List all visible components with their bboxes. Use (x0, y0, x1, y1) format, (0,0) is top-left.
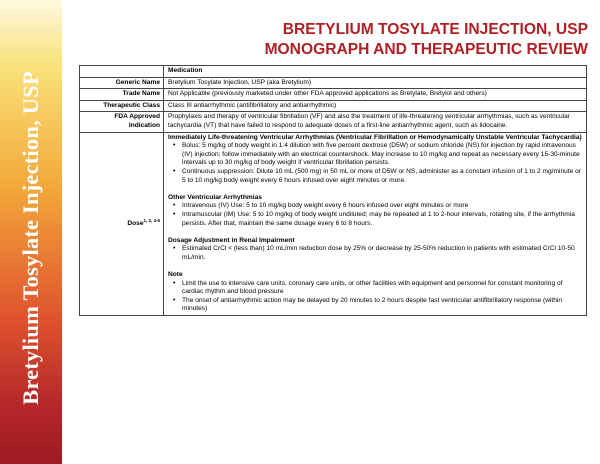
section-title: Other Ventricular Arrhythmias (168, 193, 262, 201)
list-item: • Intravenous (IV) Use: 5 to 10 mg/kg body weight every 6 hours infused over eight minutes or more (182, 202, 583, 211)
table-row (80, 89, 587, 101)
bullet-list (168, 202, 583, 228)
row-label: Therapeutic Class (80, 100, 164, 112)
monograph-table (79, 65, 587, 316)
bullet-list (168, 142, 583, 185)
table-header-row (80, 66, 587, 78)
dose-label (80, 132, 164, 315)
dose-content (164, 132, 587, 315)
dose-label-references: 1, 2, 4-6 (143, 217, 160, 223)
row-label: Trade Name (80, 89, 164, 101)
list-item: • Limit the use to intensive care units, coronary care units, or other facilities with equipment and personnel for constant monitoring of cardiac rhythm and blood pressure (182, 280, 583, 297)
table-row (80, 100, 587, 112)
heading-line-1: BRETYLIUM TOSYLATE INJECTION, USP (282, 21, 588, 38)
table-row (80, 112, 587, 132)
document-heading (265, 20, 588, 60)
row-value: Not Applicable (previously marketed under other FDA approved applications as Bretylate, Bretylol and others) (164, 89, 587, 101)
table-row (80, 77, 587, 89)
row-label-line-2: Indication (128, 121, 160, 129)
list-item: • Bolus: 5 mg/kg of body weight in 1:4 dilution with five percent dextrose (D5W) or sodium chloride (NS) for injection by rapid intravenous (IV) injection; follow immediately with an electrical countershock. May increase to 10 mg/kg and repeat as necessary every 15-30-minute intervals up to 30 mg/kg of body weight if ventricular fibrillation persists. (182, 142, 583, 168)
dose-label-text: Dose (127, 219, 144, 227)
dose-row (80, 132, 587, 315)
row-label-line-1: FDA Approved (114, 113, 160, 121)
bullet-list (168, 245, 583, 262)
list-item: • Estimated CrCl < (less than) 10 mL/min reduction dose by 25% or decrease by 25-50% reduction in patients with estimated CrCl 10-50 mL/min. (182, 245, 583, 262)
row-label: Generic Name (80, 77, 164, 89)
section-title: Note (168, 271, 183, 279)
row-value: Bretylium Tosylate Injection, USP (aka Bretylium) (164, 77, 587, 89)
row-value: Prophylaxis and therapy of ventricular fibrillation (VF) and also the treatment of life-threatening ventricular arrhythmias, such as ventricular tachycardia (VT) that have failed to respond to adequate doses of a first-line antiarrhythmic agent, such as lidocaine. (164, 112, 587, 132)
sidebar-banner (0, 0, 62, 464)
list-item: • Continuous suppression: Dilute 10 mL (500 mg) in 50 mL or more of D5W or NS, administer as a constant infusion of 1 to 2 mg/minute or 5 to 10 mg/kg body weight every 6 hours infused over eight minutes or more. (182, 168, 583, 185)
list-item: • Intramuscular (IM) Use: 5 to 10 mg/kg of body weight undiluted; may be repeated at 1 to 2-hour intervals, rotating site, if the arrhythmia persists. After that, maintain the same dosage every 6 to 8 hours. (182, 211, 583, 228)
row-label (80, 112, 164, 132)
heading-line-2: MONOGRAPH AND THERAPEUTIC REVIEW (264, 41, 588, 58)
row-value: Class III antiarrhythmic (antifibrillatory and antiarrhythmic) (164, 100, 587, 112)
section-title: Dosage Adjustment in Renal Impairment (168, 236, 295, 244)
section-title: Immediately Life-threatening Ventricular Arrhythmias (Ventricular Fibrillation or Hemodynamically Unstable Ventricular Tachycardia) (168, 133, 582, 141)
list-item: • The onset of antiarrhythmic action may be delayed by 20 minutes to 2 hours despite fast ventricular antifibrillatory response (within minutes) (182, 297, 583, 314)
bullet-list (168, 280, 583, 314)
sidebar-title: Bretylium Tosylate Injection, USP (18, 71, 43, 405)
table-header: Medication (164, 66, 587, 78)
header-label-cell (80, 66, 164, 78)
